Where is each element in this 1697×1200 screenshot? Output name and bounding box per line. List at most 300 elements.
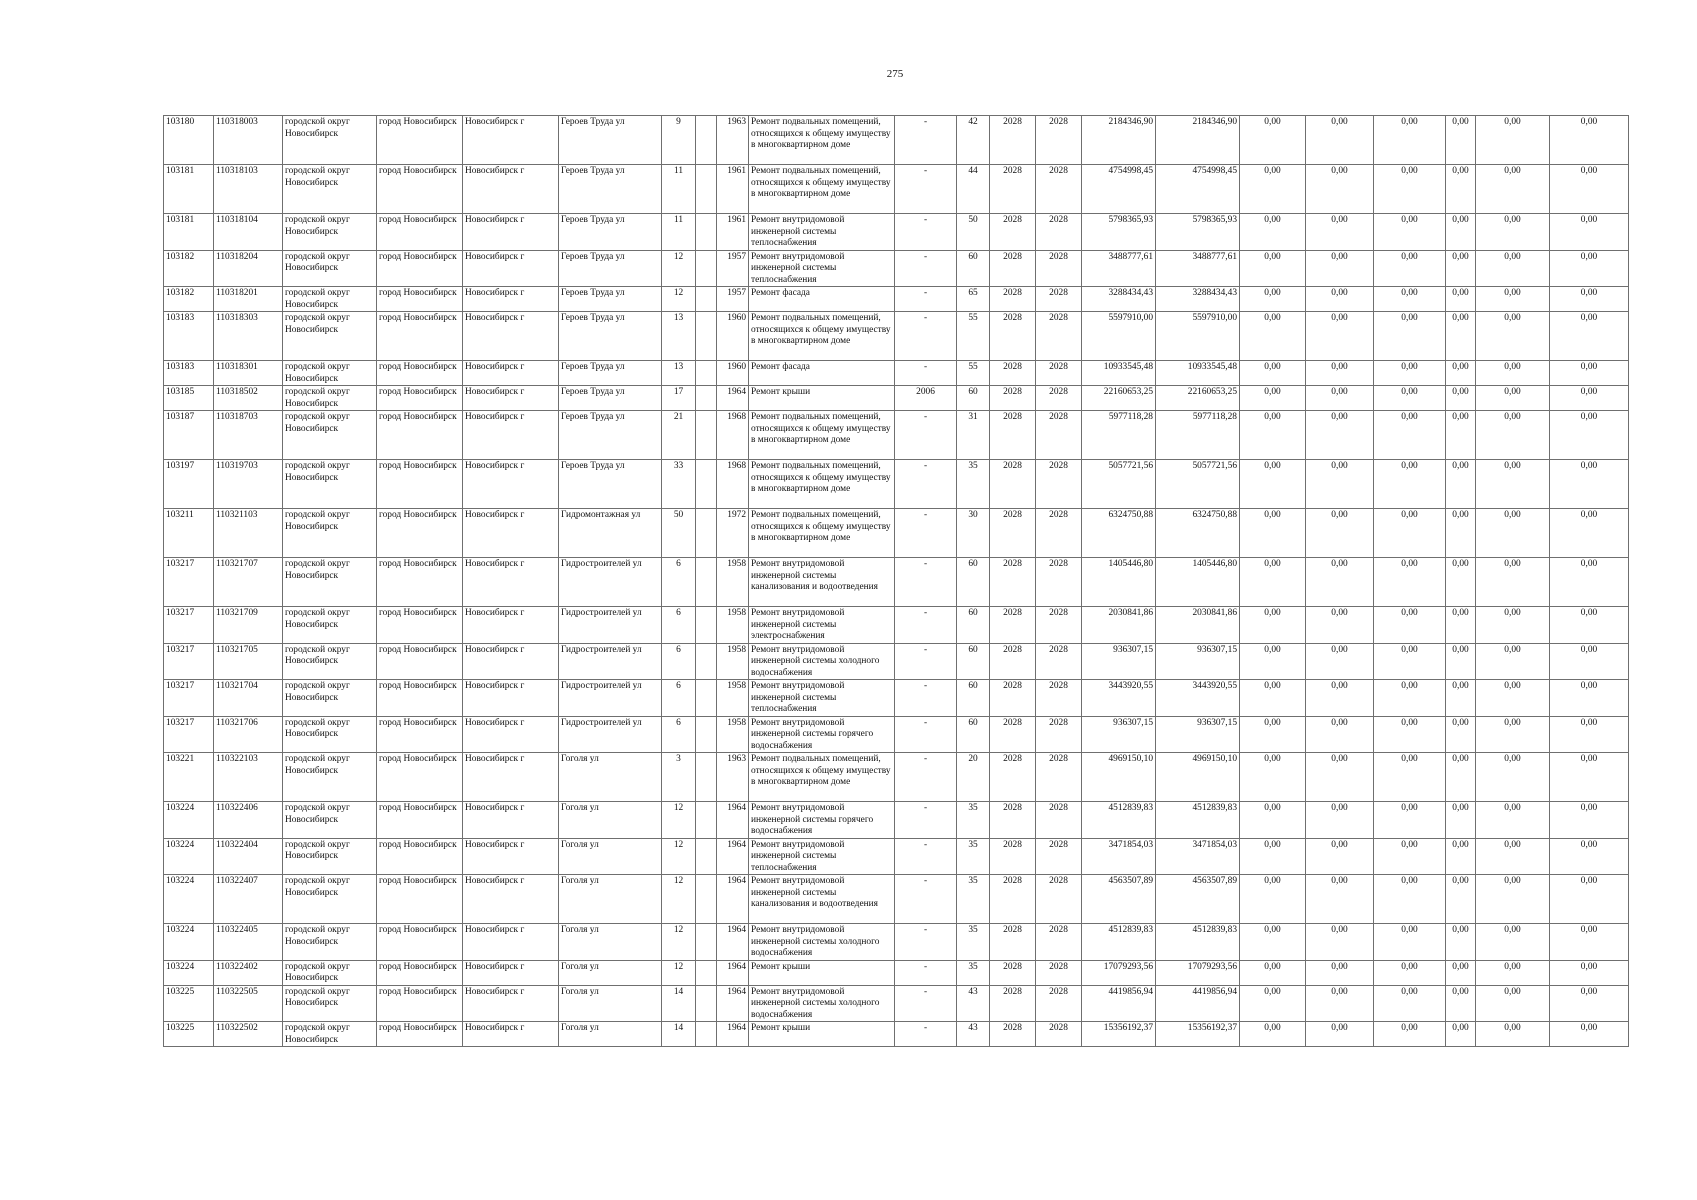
year-built-cell: 1972 <box>717 509 749 558</box>
subsidy-value-4-cell: 0,00 <box>1446 960 1476 985</box>
municipal-district-cell: городской округ Новосибирск <box>283 924 377 961</box>
subsidy-value-6-cell: 0,00 <box>1550 558 1629 607</box>
fund-cost-cell: 936307,15 <box>1156 643 1240 680</box>
subsidy-value-2-cell: 0,00 <box>1306 643 1374 680</box>
building-block-cell <box>696 116 717 165</box>
city-cell: Новосибирск г <box>463 1022 559 1047</box>
row-id-cell: 103217 <box>164 680 214 717</box>
work-type-cell: Ремонт внутридомовой инженерной системы теплоснабжения <box>749 680 895 717</box>
total-cost-cell: 15356192,37 <box>1082 1022 1156 1047</box>
subsidy-value-6-cell: 0,00 <box>1550 838 1629 875</box>
municipal-district-cell: городской округ Новосибирск <box>283 1022 377 1047</box>
planned-year-to-cell: 2028 <box>1036 116 1082 165</box>
table-row <box>164 802 1629 839</box>
year-built-cell: 1960 <box>717 312 749 361</box>
subsidy-value-3-cell: 0,00 <box>1374 985 1446 1022</box>
row-id-cell: 103183 <box>164 312 214 361</box>
municipal-district-cell: городской округ Новосибирск <box>283 838 377 875</box>
row-id-cell: 103221 <box>164 753 214 802</box>
municipal-district-cell: городской округ Новосибирск <box>283 680 377 717</box>
city-cell: Новосибирск г <box>463 607 559 644</box>
subsidy-value-4-cell: 0,00 <box>1446 607 1476 644</box>
house-number-cell: 6 <box>662 607 696 644</box>
year-built-cell: 1968 <box>717 460 749 509</box>
settlement-cell: город Новосибирск <box>377 411 463 460</box>
year-built-cell: 1968 <box>717 411 749 460</box>
building-block-cell <box>696 985 717 1022</box>
building-block-cell <box>696 753 717 802</box>
municipal-district-cell: городской округ Новосибирск <box>283 460 377 509</box>
house-number-cell: 6 <box>662 716 696 753</box>
planned-year-from-cell: 2028 <box>990 716 1036 753</box>
total-cost-cell: 2184346,90 <box>1082 116 1156 165</box>
street-cell: Гоголя ул <box>559 753 662 802</box>
subsidy-value-6-cell: 0,00 <box>1550 361 1629 386</box>
work-type-cell: Ремонт подвальных помещений, относящихся к общему имуществу в многоквартирном доме <box>749 460 895 509</box>
planned-year-to-cell: 2028 <box>1036 960 1082 985</box>
municipal-district-cell: городской округ Новосибирск <box>283 214 377 251</box>
subsidy-value-2-cell: 0,00 <box>1306 509 1374 558</box>
fund-cost-cell: 3488777,61 <box>1156 250 1240 287</box>
fund-cost-cell: 2030841,86 <box>1156 607 1240 644</box>
subsidy-value-2-cell: 0,00 <box>1306 680 1374 717</box>
row-id-cell: 103182 <box>164 250 214 287</box>
planned-year-from-cell: 2028 <box>990 361 1036 386</box>
planned-year-to-cell: 2028 <box>1036 924 1082 961</box>
object-code-cell: 110321103 <box>214 509 283 558</box>
year-built-cell: 1958 <box>717 607 749 644</box>
planned-year-to-cell: 2028 <box>1036 680 1082 717</box>
subsidy-value-4-cell: 0,00 <box>1446 753 1476 802</box>
subsidy-value-3-cell: 0,00 <box>1374 558 1446 607</box>
subsidy-value-5-cell: 0,00 <box>1476 312 1550 361</box>
subsidy-value-1-cell: 0,00 <box>1240 802 1306 839</box>
planned-year-to-cell: 2028 <box>1036 985 1082 1022</box>
municipal-district-cell: городской округ Новосибирск <box>283 716 377 753</box>
planned-year-to-cell: 2028 <box>1036 509 1082 558</box>
settlement-cell: город Новосибирск <box>377 680 463 717</box>
row-id-cell: 103197 <box>164 460 214 509</box>
wear-percent-cell: 30 <box>957 509 990 558</box>
subsidy-value-1-cell: 0,00 <box>1240 924 1306 961</box>
subsidy-value-6-cell: 0,00 <box>1550 716 1629 753</box>
last-repair-year-cell: - <box>895 411 957 460</box>
subsidy-value-1-cell: 0,00 <box>1240 607 1306 644</box>
table-row <box>164 838 1629 875</box>
subsidy-value-1-cell: 0,00 <box>1240 680 1306 717</box>
subsidy-value-6-cell: 0,00 <box>1550 802 1629 839</box>
work-type-cell: Ремонт фасада <box>749 287 895 312</box>
municipal-district-cell: городской округ Новосибирск <box>283 875 377 924</box>
subsidy-value-6-cell: 0,00 <box>1550 960 1629 985</box>
subsidy-value-4-cell: 0,00 <box>1446 802 1476 839</box>
settlement-cell: город Новосибирск <box>377 165 463 214</box>
subsidy-value-4-cell: 0,00 <box>1446 680 1476 717</box>
object-code-cell: 110318703 <box>214 411 283 460</box>
subsidy-value-6-cell: 0,00 <box>1550 1022 1629 1047</box>
planned-year-from-cell: 2028 <box>990 802 1036 839</box>
object-code-cell: 110318104 <box>214 214 283 251</box>
total-cost-cell: 3288434,43 <box>1082 287 1156 312</box>
building-block-cell <box>696 875 717 924</box>
wear-percent-cell: 60 <box>957 680 990 717</box>
city-cell: Новосибирск г <box>463 716 559 753</box>
building-block-cell <box>696 386 717 411</box>
work-type-cell: Ремонт внутридомовой инженерной системы электроснабжения <box>749 607 895 644</box>
object-code-cell: 110322404 <box>214 838 283 875</box>
planned-year-from-cell: 2028 <box>990 287 1036 312</box>
subsidy-value-5-cell: 0,00 <box>1476 802 1550 839</box>
building-block-cell <box>696 165 717 214</box>
subsidy-value-1-cell: 0,00 <box>1240 509 1306 558</box>
subsidy-value-5-cell: 0,00 <box>1476 460 1550 509</box>
last-repair-year-cell: - <box>895 680 957 717</box>
last-repair-year-cell: - <box>895 361 957 386</box>
work-type-cell: Ремонт внутридомовой инженерной системы канализования и водоотведения <box>749 558 895 607</box>
table-row <box>164 165 1629 214</box>
municipal-district-cell: городской округ Новосибирск <box>283 411 377 460</box>
row-id-cell: 103181 <box>164 214 214 251</box>
object-code-cell: 110322502 <box>214 1022 283 1047</box>
table-row <box>164 985 1629 1022</box>
row-id-cell: 103183 <box>164 361 214 386</box>
planned-year-to-cell: 2028 <box>1036 716 1082 753</box>
planned-year-from-cell: 2028 <box>990 838 1036 875</box>
house-number-cell: 14 <box>662 1022 696 1047</box>
work-type-cell: Ремонт внутридомовой инженерной системы канализования и водоотведения <box>749 875 895 924</box>
street-cell: Гидростроителей ул <box>559 716 662 753</box>
settlement-cell: город Новосибирск <box>377 509 463 558</box>
planned-year-to-cell: 2028 <box>1036 643 1082 680</box>
house-number-cell: 50 <box>662 509 696 558</box>
last-repair-year-cell: - <box>895 838 957 875</box>
work-type-cell: Ремонт внутридомовой инженерной системы холодного водоснабжения <box>749 924 895 961</box>
subsidy-value-1-cell: 0,00 <box>1240 1022 1306 1047</box>
table-row <box>164 558 1629 607</box>
subsidy-value-4-cell: 0,00 <box>1446 214 1476 251</box>
subsidy-value-1-cell: 0,00 <box>1240 558 1306 607</box>
row-id-cell: 103225 <box>164 985 214 1022</box>
planned-year-from-cell: 2028 <box>990 460 1036 509</box>
fund-cost-cell: 15356192,37 <box>1156 1022 1240 1047</box>
subsidy-value-2-cell: 0,00 <box>1306 1022 1374 1047</box>
building-block-cell <box>696 411 717 460</box>
wear-percent-cell: 42 <box>957 116 990 165</box>
table-row <box>164 960 1629 985</box>
total-cost-cell: 10933545,48 <box>1082 361 1156 386</box>
object-code-cell: 110322405 <box>214 924 283 961</box>
street-cell: Героев Труда ул <box>559 460 662 509</box>
house-number-cell: 12 <box>662 802 696 839</box>
subsidy-value-1-cell: 0,00 <box>1240 960 1306 985</box>
fund-cost-cell: 936307,15 <box>1156 716 1240 753</box>
planned-year-to-cell: 2028 <box>1036 411 1082 460</box>
wear-percent-cell: 35 <box>957 802 990 839</box>
subsidy-value-3-cell: 0,00 <box>1374 509 1446 558</box>
total-cost-cell: 4563507,89 <box>1082 875 1156 924</box>
subsidy-value-6-cell: 0,00 <box>1550 643 1629 680</box>
wear-percent-cell: 44 <box>957 165 990 214</box>
subsidy-value-2-cell: 0,00 <box>1306 924 1374 961</box>
last-repair-year-cell: - <box>895 1022 957 1047</box>
table-row <box>164 753 1629 802</box>
street-cell: Гоголя ул <box>559 838 662 875</box>
object-code-cell: 110321704 <box>214 680 283 717</box>
work-type-cell: Ремонт подвальных помещений, относящихся к общему имуществу в многоквартирном доме <box>749 411 895 460</box>
wear-percent-cell: 35 <box>957 838 990 875</box>
fund-cost-cell: 5977118,28 <box>1156 411 1240 460</box>
house-number-cell: 12 <box>662 287 696 312</box>
subsidy-value-4-cell: 0,00 <box>1446 924 1476 961</box>
city-cell: Новосибирск г <box>463 361 559 386</box>
subsidy-value-4-cell: 0,00 <box>1446 250 1476 287</box>
municipal-district-cell: городской округ Новосибирск <box>283 753 377 802</box>
house-number-cell: 21 <box>662 411 696 460</box>
row-id-cell: 103224 <box>164 875 214 924</box>
last-repair-year-cell: - <box>895 875 957 924</box>
last-repair-year-cell: - <box>895 116 957 165</box>
object-code-cell: 110322505 <box>214 985 283 1022</box>
subsidy-value-3-cell: 0,00 <box>1374 607 1446 644</box>
row-id-cell: 103224 <box>164 924 214 961</box>
subsidy-value-2-cell: 0,00 <box>1306 985 1374 1022</box>
total-cost-cell: 2030841,86 <box>1082 607 1156 644</box>
building-block-cell <box>696 960 717 985</box>
subsidy-value-3-cell: 0,00 <box>1374 165 1446 214</box>
street-cell: Гоголя ул <box>559 985 662 1022</box>
subsidy-value-1-cell: 0,00 <box>1240 287 1306 312</box>
city-cell: Новосибирск г <box>463 411 559 460</box>
year-built-cell: 1961 <box>717 165 749 214</box>
municipal-district-cell: городской округ Новосибирск <box>283 558 377 607</box>
subsidy-value-3-cell: 0,00 <box>1374 680 1446 717</box>
subsidy-value-6-cell: 0,00 <box>1550 386 1629 411</box>
total-cost-cell: 5977118,28 <box>1082 411 1156 460</box>
subsidy-value-3-cell: 0,00 <box>1374 287 1446 312</box>
subsidy-value-1-cell: 0,00 <box>1240 460 1306 509</box>
year-built-cell: 1964 <box>717 960 749 985</box>
row-id-cell: 103185 <box>164 386 214 411</box>
settlement-cell: город Новосибирск <box>377 250 463 287</box>
street-cell: Гидростроителей ул <box>559 558 662 607</box>
subsidy-value-1-cell: 0,00 <box>1240 875 1306 924</box>
last-repair-year-cell: - <box>895 753 957 802</box>
subsidy-value-2-cell: 0,00 <box>1306 460 1374 509</box>
house-number-cell: 12 <box>662 960 696 985</box>
subsidy-value-5-cell: 0,00 <box>1476 214 1550 251</box>
work-type-cell: Ремонт подвальных помещений, относящихся к общему имуществу в многоквартирном доме <box>749 753 895 802</box>
wear-percent-cell: 55 <box>957 361 990 386</box>
fund-cost-cell: 4969150,10 <box>1156 753 1240 802</box>
row-id-cell: 103224 <box>164 838 214 875</box>
row-id-cell: 103217 <box>164 558 214 607</box>
street-cell: Героев Труда ул <box>559 361 662 386</box>
table-row <box>164 875 1629 924</box>
city-cell: Новосибирск г <box>463 116 559 165</box>
house-number-cell: 17 <box>662 386 696 411</box>
year-built-cell: 1964 <box>717 924 749 961</box>
subsidy-value-2-cell: 0,00 <box>1306 165 1374 214</box>
row-id-cell: 103211 <box>164 509 214 558</box>
planned-year-from-cell: 2028 <box>990 1022 1036 1047</box>
city-cell: Новосибирск г <box>463 165 559 214</box>
object-code-cell: 110318003 <box>214 116 283 165</box>
work-type-cell: Ремонт фасада <box>749 361 895 386</box>
building-block-cell <box>696 607 717 644</box>
fund-cost-cell: 17079293,56 <box>1156 960 1240 985</box>
street-cell: Героев Труда ул <box>559 312 662 361</box>
subsidy-value-1-cell: 0,00 <box>1240 250 1306 287</box>
planned-year-from-cell: 2028 <box>990 875 1036 924</box>
planned-year-from-cell: 2028 <box>990 607 1036 644</box>
object-code-cell: 110318502 <box>214 386 283 411</box>
city-cell: Новосибирск г <box>463 386 559 411</box>
planned-year-to-cell: 2028 <box>1036 165 1082 214</box>
subsidy-value-2-cell: 0,00 <box>1306 558 1374 607</box>
building-block-cell <box>696 214 717 251</box>
subsidy-value-5-cell: 0,00 <box>1476 607 1550 644</box>
subsidy-value-4-cell: 0,00 <box>1446 875 1476 924</box>
subsidy-value-1-cell: 0,00 <box>1240 411 1306 460</box>
subsidy-value-3-cell: 0,00 <box>1374 643 1446 680</box>
building-block-cell <box>696 361 717 386</box>
subsidy-value-3-cell: 0,00 <box>1374 838 1446 875</box>
building-block-cell <box>696 1022 717 1047</box>
house-number-cell: 9 <box>662 116 696 165</box>
object-code-cell: 110318103 <box>214 165 283 214</box>
house-number-cell: 11 <box>662 214 696 251</box>
subsidy-value-5-cell: 0,00 <box>1476 116 1550 165</box>
building-block-cell <box>696 509 717 558</box>
city-cell: Новосибирск г <box>463 802 559 839</box>
wear-percent-cell: 35 <box>957 460 990 509</box>
subsidy-value-1-cell: 0,00 <box>1240 116 1306 165</box>
subsidy-value-6-cell: 0,00 <box>1550 250 1629 287</box>
subsidy-value-2-cell: 0,00 <box>1306 960 1374 985</box>
subsidy-value-6-cell: 0,00 <box>1550 509 1629 558</box>
planned-year-to-cell: 2028 <box>1036 214 1082 251</box>
subsidy-value-5-cell: 0,00 <box>1476 250 1550 287</box>
planned-year-from-cell: 2028 <box>990 165 1036 214</box>
total-cost-cell: 17079293,56 <box>1082 960 1156 985</box>
work-type-cell: Ремонт внутридомовой инженерной системы холодного водоснабжения <box>749 643 895 680</box>
subsidy-value-6-cell: 0,00 <box>1550 460 1629 509</box>
subsidy-value-5-cell: 0,00 <box>1476 509 1550 558</box>
year-built-cell: 1960 <box>717 361 749 386</box>
last-repair-year-cell: - <box>895 643 957 680</box>
planned-year-from-cell: 2028 <box>990 509 1036 558</box>
object-code-cell: 110318301 <box>214 361 283 386</box>
table-row <box>164 607 1629 644</box>
work-type-cell: Ремонт внутридомовой инженерной системы горячего водоснабжения <box>749 716 895 753</box>
year-built-cell: 1964 <box>717 875 749 924</box>
subsidy-value-4-cell: 0,00 <box>1446 361 1476 386</box>
planned-year-from-cell: 2028 <box>990 960 1036 985</box>
subsidy-value-5-cell: 0,00 <box>1476 411 1550 460</box>
subsidy-value-5-cell: 0,00 <box>1476 386 1550 411</box>
street-cell: Гоголя ул <box>559 960 662 985</box>
house-number-cell: 3 <box>662 753 696 802</box>
subsidy-value-6-cell: 0,00 <box>1550 116 1629 165</box>
work-type-cell: Ремонт внутридомовой инженерной системы теплоснабжения <box>749 214 895 251</box>
subsidy-value-2-cell: 0,00 <box>1306 716 1374 753</box>
subsidy-value-2-cell: 0,00 <box>1306 287 1374 312</box>
row-id-cell: 103181 <box>164 165 214 214</box>
city-cell: Новосибирск г <box>463 214 559 251</box>
building-block-cell <box>696 680 717 717</box>
planned-year-from-cell: 2028 <box>990 214 1036 251</box>
row-id-cell: 103217 <box>164 643 214 680</box>
wear-percent-cell: 60 <box>957 558 990 607</box>
subsidy-value-2-cell: 0,00 <box>1306 875 1374 924</box>
planned-year-to-cell: 2028 <box>1036 802 1082 839</box>
street-cell: Гидростроителей ул <box>559 680 662 717</box>
planned-year-from-cell: 2028 <box>990 753 1036 802</box>
settlement-cell: город Новосибирск <box>377 875 463 924</box>
subsidy-value-6-cell: 0,00 <box>1550 411 1629 460</box>
fund-cost-cell: 4512839,83 <box>1156 802 1240 839</box>
total-cost-cell: 5597910,00 <box>1082 312 1156 361</box>
total-cost-cell: 5057721,56 <box>1082 460 1156 509</box>
house-number-cell: 6 <box>662 643 696 680</box>
fund-cost-cell: 4419856,94 <box>1156 985 1240 1022</box>
street-cell: Героев Труда ул <box>559 287 662 312</box>
last-repair-year-cell: - <box>895 312 957 361</box>
building-block-cell <box>696 802 717 839</box>
row-id-cell: 103217 <box>164 716 214 753</box>
total-cost-cell: 22160653,25 <box>1082 386 1156 411</box>
object-code-cell: 110318201 <box>214 287 283 312</box>
subsidy-value-3-cell: 0,00 <box>1374 960 1446 985</box>
work-type-cell: Ремонт внутридомовой инженерной системы холодного водоснабжения <box>749 985 895 1022</box>
fund-cost-cell: 3288434,43 <box>1156 287 1240 312</box>
subsidy-value-3-cell: 0,00 <box>1374 361 1446 386</box>
subsidy-value-4-cell: 0,00 <box>1446 716 1476 753</box>
settlement-cell: город Новосибирск <box>377 753 463 802</box>
planned-year-to-cell: 2028 <box>1036 558 1082 607</box>
municipal-district-cell: городской округ Новосибирск <box>283 250 377 287</box>
total-cost-cell: 936307,15 <box>1082 643 1156 680</box>
wear-percent-cell: 43 <box>957 985 990 1022</box>
fund-cost-cell: 5597910,00 <box>1156 312 1240 361</box>
fund-cost-cell: 4512839,83 <box>1156 924 1240 961</box>
subsidy-value-3-cell: 0,00 <box>1374 802 1446 839</box>
year-built-cell: 1958 <box>717 643 749 680</box>
subsidy-value-4-cell: 0,00 <box>1446 386 1476 411</box>
municipal-district-cell: городской округ Новосибирск <box>283 361 377 386</box>
object-code-cell: 110319703 <box>214 460 283 509</box>
building-block-cell <box>696 250 717 287</box>
house-number-cell: 6 <box>662 558 696 607</box>
total-cost-cell: 936307,15 <box>1082 716 1156 753</box>
subsidy-value-5-cell: 0,00 <box>1476 558 1550 607</box>
subsidy-value-1-cell: 0,00 <box>1240 985 1306 1022</box>
street-cell: Героев Труда ул <box>559 386 662 411</box>
settlement-cell: город Новосибирск <box>377 716 463 753</box>
settlement-cell: город Новосибирск <box>377 116 463 165</box>
house-number-cell: 14 <box>662 985 696 1022</box>
last-repair-year-cell: 2006 <box>895 386 957 411</box>
subsidy-value-1-cell: 0,00 <box>1240 165 1306 214</box>
wear-percent-cell: 43 <box>957 1022 990 1047</box>
subsidy-value-2-cell: 0,00 <box>1306 802 1374 839</box>
street-cell: Гидростроителей ул <box>559 607 662 644</box>
settlement-cell: город Новосибирск <box>377 838 463 875</box>
subsidy-value-2-cell: 0,00 <box>1306 386 1374 411</box>
subsidy-value-6-cell: 0,00 <box>1550 287 1629 312</box>
year-built-cell: 1958 <box>717 716 749 753</box>
building-block-cell <box>696 558 717 607</box>
